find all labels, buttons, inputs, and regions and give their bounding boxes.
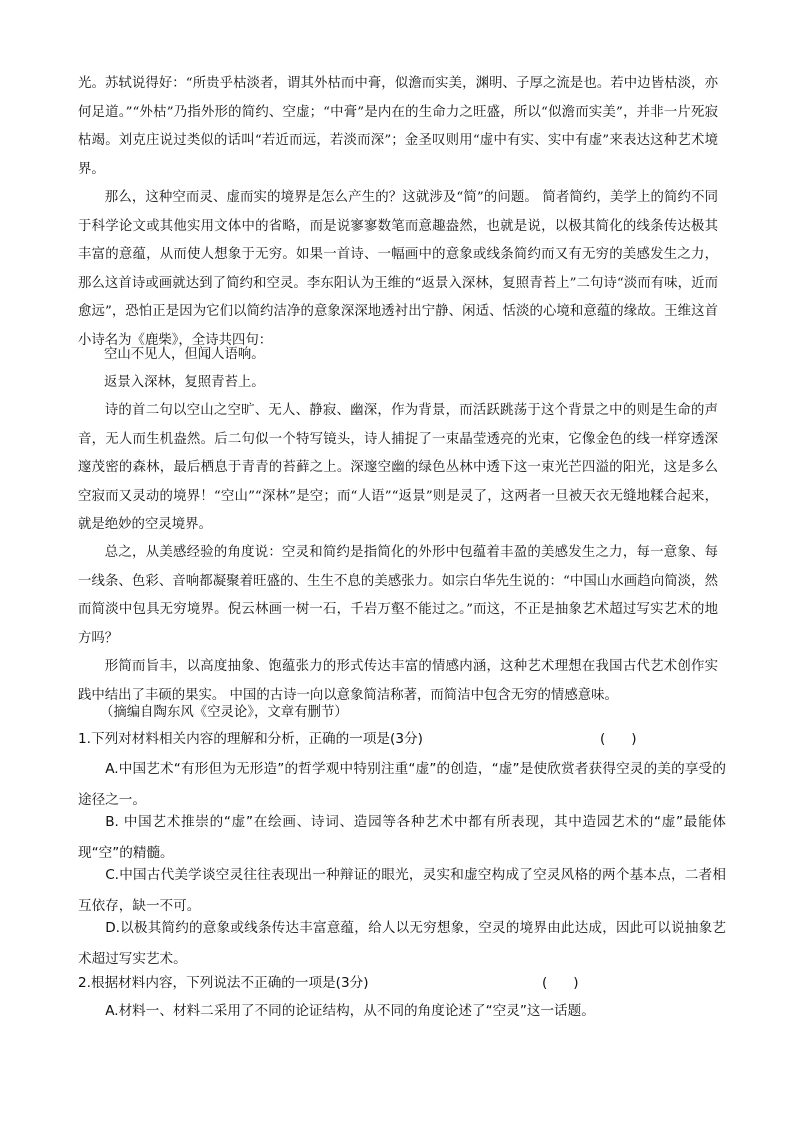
poem-line-2: 返景入深林，复照青苔上。 xyxy=(104,375,265,390)
question-2-option-a: A.材料一、材料二采用了不同的论证结构，从不同的角度论述了“空灵”这一话题。 xyxy=(105,1003,595,1019)
passage-paragraph-4: 总之，从美感经验的角度说：空灵和简约是指简化的外形中包蕴着丰盈的美感发生之力，每一意象、每一线条、色彩、音响都凝聚着旺盛的、生生不息的美感张力。如宗白华先生说的：“中国山水画趋向简淡，然而简淡中包具无穷境界。倪云林画一树一石，千岩万壑不能过之。”而这，不正是抽象艺术超过写实艺术的地方吗？ xyxy=(78,545,718,646)
question-1-answer-bracket: ( ) xyxy=(600,731,637,747)
question-2-text: 2.根据材料内容，下列说法不正确的一项是(3分) xyxy=(78,975,369,991)
passage-paragraph-5: 形简而旨丰，以高度抽象、饱蕴张力的形式传达丰富的情感内涵，这种艺术理想在我国古代艺术创作实践中结出了丰硕的果实。 中国的古诗一向以意象简洁称著，而简洁中包含无穷的情感意味。 xyxy=(78,659,718,703)
passage-paragraph-3: 诗的首二句以空山之空旷、无人、静寂、幽深，作为背景，而活跃跳荡于这个背景之中的则是生命的声音，无人而生机盎然。后二句似一个特写镜头，诗人捕捉了一束晶莹透亮的光束，它像金色的线一样穿透深邃茂密的森林，最后栖息于青青的苔藓之上。深邃空幽的绿色丛林中透下这一束光芒四溢的阳光，这是多么空寂而又灵动的境界！“空山”“深林”是空；而“人语”“返景”则是灵了，这两者一旦被天衣无缝地糅合起来，就是绝妙的空灵境界。 xyxy=(78,403,718,532)
question-1-stem xyxy=(78,724,738,754)
question-2-answer-bracket: ( ) xyxy=(542,975,579,991)
passage-paragraph-2: 那么，这种空而灵、虚而实的境界是怎么产生的？这就涉及“简”的问题。 简者简约，美学上的简约不同于科学论文或其他实用文体中的省略，而是说寥寥数笔而意趣盎然，也就是说，以极其简化的线条传达极其丰富的意蕴，从而使人想象于无穷。如果一首诗、一幅画中的意象或线条简约而又有无穷的美感发生之力，那么这首诗或画就达到了简约和空灵。李东阳认为王维的“返景入深林，复照青苔上”二句诗“淡而有味，近而愈远”，恐怕正是因为它们以简约洁净的意象深深地透衬出宁静、闲适、恬淡的心境和意蕴的缘故。王维这首小诗名为《鹿柴》，全诗共四句： xyxy=(78,190,718,348)
poem-line-1: 空山不见人，但闻人语响。 xyxy=(104,347,265,362)
question-2-stem xyxy=(78,968,738,998)
question-1-option-d: D.以极其简约的意象或线条传达丰富意蕴，给人以无穷想象，空灵的境界由此达成，因此可以说抽象艺术超过写实艺术。 xyxy=(78,920,726,967)
source-note: （摘编自陶东风《空灵论》，文章有删节） xyxy=(100,705,348,720)
question-1-option-a: A.中国艺术“有形但为无形造”的哲学观中特别注重“虚”的创造，“虚”是使欣赏者获得空灵的美的享受的途径之一。 xyxy=(78,761,726,808)
question-1-option-c: C.中国古代美学谈空灵往往表现出一种辩证的眼光，灵实和虚空构成了空灵风格的两个基本点，二者相互依存，缺一不可。 xyxy=(78,867,726,914)
question-1-option-b: B. 中国艺术推崇的“虚”在绘画、诗词、造园等各种艺术中都有所表现，其中造园艺术的“虚”最能体现“空”的精髓。 xyxy=(78,814,726,861)
question-1-text: 1.下列对材料相关内容的理解和分析，正确的一项是(3分) xyxy=(78,731,423,747)
passage-paragraph-continued: 光。苏轼说得好：“所贵乎枯淡者，谓其外枯而中膏，似澹而实美，渊明、子厚之流是也。若中边皆枯淡，亦何足道。”“外枯”乃指外形的简约、空虚；“中膏”是内在的生命力之旺盛，所以“似澹而实美”，并非一片死寂枯竭。刘克庄说过类似的话叫“若近而远，若淡而深”；金圣叹则用“虚中有实、实中有虚”来表达这种艺术境界。 xyxy=(78,76,718,177)
